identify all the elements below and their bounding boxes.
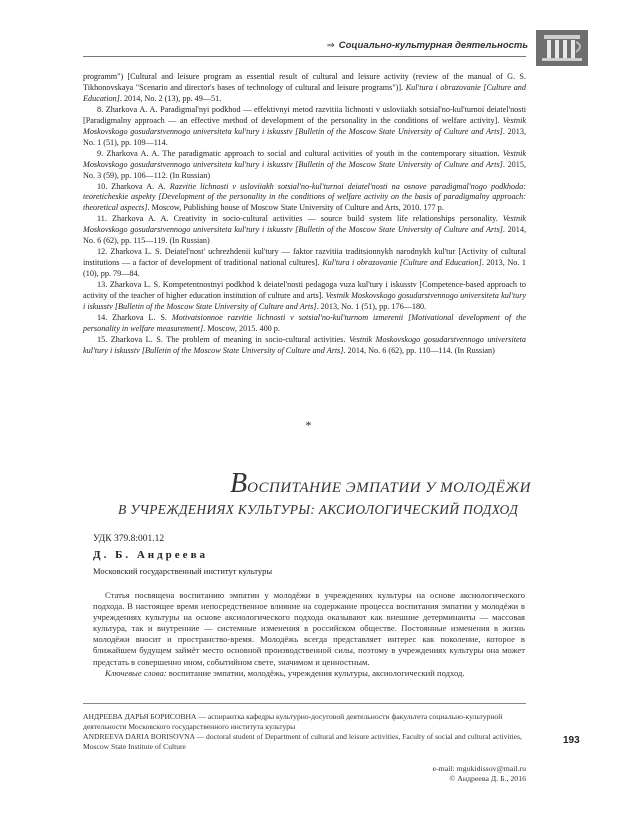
- keywords: [93, 668, 525, 679]
- reference-text: . 2014, No. 6 (62), pp. 115—119. (In Russian): [83, 225, 527, 246]
- reference-text: 12. Zharkova L. S. Deiatel'nost' uchrezhdenii kul'tury — faktor razvitiia traditsionnykh narodnykh kul'tur [Activity of cultural institutions — a factor of development of traditional national cultures].: [83, 247, 526, 268]
- reference-text: 14. Zharkova L. S.: [97, 312, 172, 322]
- reference-text: . Moscow, Publishing house of Moscow State University of Culture and Arts, 2010. 177 p.: [147, 203, 444, 213]
- page-number: 193: [563, 735, 580, 746]
- reference-text: 8. Zharkova A. A. Paradigmal'nyi podkhod — effektivnyi metod razvitiia lichnosti v usloviiakh sotsial'no-kul'turnoi deiatel'nosti [Paradigmalny approach — an effective method of development of the personality in the conditions of welfare activity].: [83, 104, 526, 125]
- footnote-en: ANDREEVA DARIA BORISOVNA — doctoral student of Department of cultural and leisure activities, Faculty of social and cultural activities, Moscow State Institute of Culture: [83, 732, 522, 751]
- reference-item: [83, 182, 526, 215]
- reference-item: [83, 149, 526, 182]
- keywords-text: воспитание эмпатии, молодёжь, учреждения культуры, аксиологический подход.: [168, 667, 465, 678]
- author-affiliation: Московский государственный институт культуры: [93, 566, 273, 576]
- section-title: Социально-культурная деятельность: [338, 40, 528, 51]
- reference-source: Kul'tura i obrazovanie [Culture and Education]: [83, 82, 526, 103]
- article-title-line1: [230, 468, 531, 500]
- title-line1-text: ОСПИТАНИЕ ЭМПАТИИ У МОЛОДЁЖИ: [247, 480, 531, 496]
- reference-source: Vestnik Moskovskogo gosudarstvennogo universiteta kul'tury i iskusstv [Bulletin of the Moscow State University of Culture and Arts]: [83, 148, 526, 169]
- email: e-mail: mgukidissov@mail.ru: [432, 764, 526, 773]
- reference-item: [83, 214, 526, 247]
- reference-source: Kul'tura i obrazovanie [Culture and Education]: [322, 258, 482, 268]
- reference-source: Vestnik Moskovskogo gosudarstvennogo universiteta kul'tury i iskusstv [Bulletin of the Moscow State University of Culture and Arts]: [83, 334, 526, 355]
- section-separator: *: [305, 418, 312, 432]
- reference-item: [83, 247, 526, 280]
- reference-source: Vestnik Moskovskogo gosudarstvennogo universiteta kul'tury i iskusstv [Bulletin of the Moscow State University of Culture and Arts]: [83, 291, 527, 312]
- running-header: [280, 40, 528, 51]
- reference-item: [83, 335, 526, 357]
- reference-text: . 2013, No. 1 (51), pp. 176—180.: [316, 302, 427, 312]
- title-initial: В: [230, 468, 248, 499]
- reference-text: 15. Zharkova L. S. The problem of meaning in socio-cultural activities.: [97, 334, 349, 344]
- reference-text: 11. Zharkova A. A. Creativity in socio-cultural activities — source build system life relationships personality.: [97, 214, 503, 224]
- reference-source: Vestnik Moskovskogo gosudarstvennogo universiteta kul'tury i iskusstv [Bulletin of the Moscow State University of Culture and Arts]: [83, 214, 526, 235]
- reference-source: Vestnik Moskovskogo gosudarstvennogo universiteta kul'tury i iskusstv [Bulletin of the Moscow State University of Culture and Arts]: [83, 115, 526, 136]
- author-name: Д. Б. Андреева: [93, 549, 209, 561]
- reference-source: Motivatsionnoe razvitie lichnosti v sotsial'no-kul'turnom izmerenii [Motivational development of the personality in welfare measurement]: [83, 312, 526, 333]
- reference-text: . 2014, No. 6 (62), pp. 110—114. (In Russian): [343, 345, 495, 355]
- reference-text: 13. Zharkova L. S. Kompetentnostnyi podkhod k deiatel'nosti pedagoga vuza kul'tury i iskusstv [Competence-based approach to activity of the teacher of higher education institution of culture and arts].: [83, 280, 526, 301]
- udk-code: УДК 379.8:001.12: [93, 534, 165, 544]
- author-footnote: [83, 712, 526, 752]
- reference-item: [83, 280, 526, 313]
- columns-logo-icon: [536, 30, 588, 66]
- footnote-ru: АНДРЕЕВА ДАРЬЯ БОРИСОВНА — аспирантка кафедры культурно-досуговой деятельности факультета социально-культурной деятельности Московского государственного института культуры: [83, 712, 503, 731]
- reference-text: . 2015, No. 3 (59), pp. 106—112. (In Russian): [83, 159, 527, 180]
- copyright: © Андреева Д. Б., 2016: [449, 774, 526, 783]
- footnote-rule: [83, 703, 526, 704]
- reference-text: 10. Zharkova A. A.: [97, 181, 170, 191]
- reference-text: . 2013, No. 1 (51), pp. 109—114.: [83, 126, 527, 147]
- header-rule: [83, 56, 526, 57]
- reference-item: [83, 105, 526, 149]
- reference-source: Razvitie lichnosti v usloviiakh sotsial'no-kul'turnoi deiatel'nosti na osnove paradigmal'nogo podkhoda: teoreticheskie aspekty [Development of the personality in the conditions of welfare activity on the basis of paradigmalny approach: theoretical aspects]: [83, 181, 526, 213]
- reference-list: [83, 72, 526, 357]
- contact-info: [300, 764, 526, 784]
- reference-text: programm") [Cultural and leisure program as essential result of cultural and leisure activity (review of the manual of G. S. Tikhonovskaya "Scenario and director's bases of technology of cultural and leisure programs")].: [83, 72, 526, 92]
- keywords-label: Ключевые слова:: [105, 667, 167, 678]
- reference-text: 9. Zharkova A. A. The paradigmatic approach to social and cultural activities of youth in the contemporary situation.: [97, 148, 503, 158]
- abstract: [93, 590, 525, 679]
- reference-item: [83, 313, 526, 335]
- reference-item: [83, 72, 526, 105]
- reference-text: . 2014, No. 2 (13), pp. 49—51.: [119, 93, 222, 103]
- article-title-line2: В УЧРЕЖДЕНИЯХ КУЛЬТУРЫ: АКСИОЛОГИЧЕСКИЙ ПОДХОД: [118, 502, 519, 517]
- reference-text: . Moscow, 2015. 400 p.: [203, 323, 280, 333]
- abstract-text: Статья посвящена воспитанию эмпатии у молодёжи в учреждениях культуры на основе аксиологического подхода. В настоящее время непосредственное влияние на содержание процесса воспитания эмпатии у молодёжи в учреждениях культуры на основе аксиологического подхода оказывают как внешние детерминанты — массовая культура, так и внутренние — системные изменения в российском обществе. Постоянные изменения в жизнь молодёжи вносит и пространство-время. Молодёжь всегда представляет интерес как поколение, которое в ближайшем будущем займёт место основной производственной силы, поэтому в учреждениях культуры она может предстать в совершенно ином, событийном свете, значимом и ценностным.: [93, 590, 525, 667]
- reference-text: . 2013, No. 1 (10), pp. 79—84.: [83, 258, 526, 279]
- arrow-icon: ⇒: [326, 40, 335, 51]
